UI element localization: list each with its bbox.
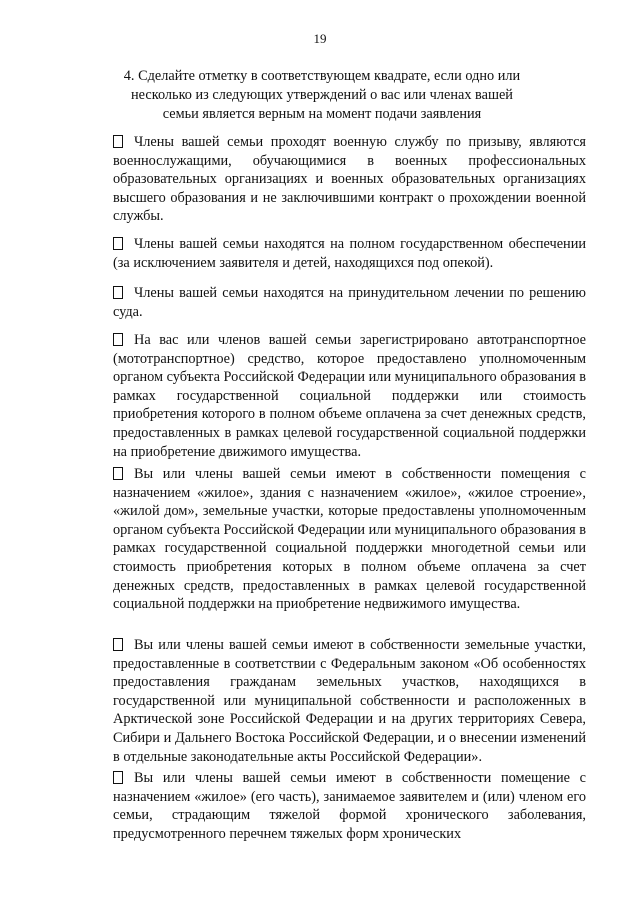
statement-item (113, 331, 586, 461)
statement-checkbox[interactable] (113, 237, 123, 250)
statement-item (113, 769, 586, 843)
page-number: 19 (313, 31, 327, 46)
statement-item (113, 465, 586, 614)
statement-item (113, 133, 586, 226)
statement-text: Вы или члены вашей семьи имеют в собственности земельные участки, предоставленные в соответствии с Федеральным законом «Об особенностях предоставления гражданам земельных участков, находящихся в государственной или муниципальной собственности и расположенных в Арктической зоне Российской Федерации и на других территориях Севера, Сибири и Дальнего Востока Российской Федерации, и о внесении изменений в отдельные законодательные акты Российской Федерации». (113, 637, 586, 765)
statement-checkbox[interactable] (113, 771, 123, 784)
statement-text: Вы или члены вашей семьи имеют в собственности помещения с назначением «жилое», здания с назначением «жилое», «жилое строение», «жилой дом», земельные участки, которые предоставлены уполномоченным органом субъекта Российской Федерации или муниципального образования в рамках государственной социальной поддержки многодетной семьи или стоимость приобретения которых в полном объеме оплачена за счет денежных средств, предоставленных в рамках целевой государственной социальной поддержки на приобретение недвижимого имущества. (113, 466, 587, 613)
statement-text: Вы или члены вашей семьи имеют в собственности помещение с назначением «жилое» (его часть), занимаемое заявителем и (или) членом его семьи, страдающим тяжелой формой хронического заболевания, предусмотренного перечнем тяжелых форм хронических (113, 770, 586, 842)
statement-text: Члены вашей семьи находятся на полном государственном обеспечении (за исключением заявителя и детей, находящихся под опекой). (113, 236, 586, 271)
statement-item (113, 284, 586, 321)
statement-checkbox[interactable] (113, 467, 123, 480)
statement-text: Члены вашей семьи проходят военную службу по призыву, являются военнослужащими, обучающимися в военных профессиональных образовательных организациях и военных образовательных организациях высшего образования и не заключившими контракт о прохождении военной службы. (113, 134, 586, 225)
statement-item (113, 636, 586, 766)
statement-checkbox[interactable] (113, 333, 123, 346)
statement-item (113, 235, 586, 272)
statement-text: На вас или членов вашей семьи зарегистрировано автотранспортное (мототранспортное) средство, которое предоставлено уполномоченным органом субъекта Российской Федерации или муниципального образования в рамках государственной социальной поддержки или стоимость приобретения которого в полном объеме оплачена за счет денежных средств, предоставленных в рамках целевой государственной социальной поддержки на приобретение движимого имущества. (113, 332, 587, 460)
statement-text: Члены вашей семьи находятся на принудительном лечении по решению суда. (113, 285, 586, 320)
statement-checkbox[interactable] (113, 135, 123, 148)
statement-checkbox[interactable] (113, 286, 123, 299)
statement-checkbox[interactable] (113, 638, 123, 651)
section-heading: 4. Сделайте отметку в соответствующем квадрате, если одно или несколько из следующих утверждений о вас или членах вашей семьи является верным на момент подачи заявления (123, 68, 521, 122)
